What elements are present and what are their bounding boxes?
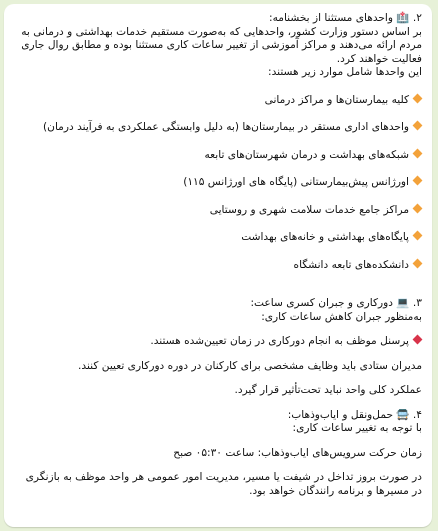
paragraph: زمان حرکت سرویس‌های ایاب‌وذهاب: ساعت ۰۵:۳۰ صبح — [173, 446, 422, 459]
orange-diamond-icon — [413, 121, 423, 131]
message-bubble — [4, 4, 432, 527]
list-item: پایگاه‌های بهداشتی و خانه‌های بهداشت — [14, 231, 422, 245]
list-item: مراکز جامع خدمات سلامت شهری و روستایی — [14, 204, 422, 218]
section-3-subtitle: به‌منظور جبران کاهش ساعات کاری: — [261, 310, 422, 323]
orange-diamond-icon — [413, 203, 423, 213]
orange-diamond-icon — [413, 231, 423, 241]
paragraph: عملکرد کلی واحد نباید تحت‌تأثیر قرار گیرد. — [234, 384, 422, 396]
orange-diamond-icon — [413, 258, 423, 268]
list-item: پرسنل موظف به انجام دورکاری در زمان تعیین‌شده هستند. — [14, 335, 422, 349]
list-item: واحدهای اداری مستقر در بیمارستان‌ها (به دلیل وابستگی عملکردی به فرآیند درمان) — [14, 121, 422, 135]
orange-diamond-icon — [413, 93, 423, 103]
section-2-title: ۲. 🏥 واحدهای مستثنا از بخشنامه: — [269, 12, 422, 24]
message-text — [4, 4, 432, 504]
list-item: کلیه بیمارستان‌ها و مراکز درمانی — [14, 94, 422, 108]
section-2-description: بر اساس دستور وزارت کشور، واحدهایی که به‌صورت مستقیم خدمات بهداشتی و درمانی به مردم ارائه می‌دهند و مراکز آموزشی از تغییر ساعات کاری مستثنا بوده و مطابق روال جاری فعالیت خواهند کرد. — [21, 25, 422, 65]
section-3-title: ۳. 💻 دورکاری و جبران کسری ساعت: — [250, 297, 422, 309]
list-item: اورژانس پیش‌بیمارستانی (پایگاه های اورژانس ۱۱۵) — [14, 176, 422, 190]
list-item: شبکه‌های بهداشت و درمان شهرستان‌های تابعه — [14, 149, 422, 163]
list-item: دانشکده‌های تابعه دانشگاه — [14, 259, 422, 273]
red-diamond-icon — [413, 335, 423, 345]
paragraph: مدیران ستادی باید وظایف مشخصی برای کارکنان در دوره دورکاری تعیین کنند. — [78, 359, 422, 372]
section-2-intro: این واحدها شامل موارد زیر هستند: — [268, 66, 422, 78]
section-4-title: ۴. 🚍 حمل‌ونقل و ایاب‌وذهاب: — [287, 408, 422, 421]
orange-diamond-icon — [413, 148, 423, 158]
paragraph: در صورت بروز تداخل در شیفت یا مسیر، مدیریت امور عمومی هر واحد موظف به بازنگری در مسیرها و برنامه رانندگان خواهد بود. — [25, 471, 422, 497]
section-4-subtitle: با توجه به تغییر ساعات کاری: — [292, 422, 422, 434]
orange-diamond-icon — [413, 176, 423, 186]
